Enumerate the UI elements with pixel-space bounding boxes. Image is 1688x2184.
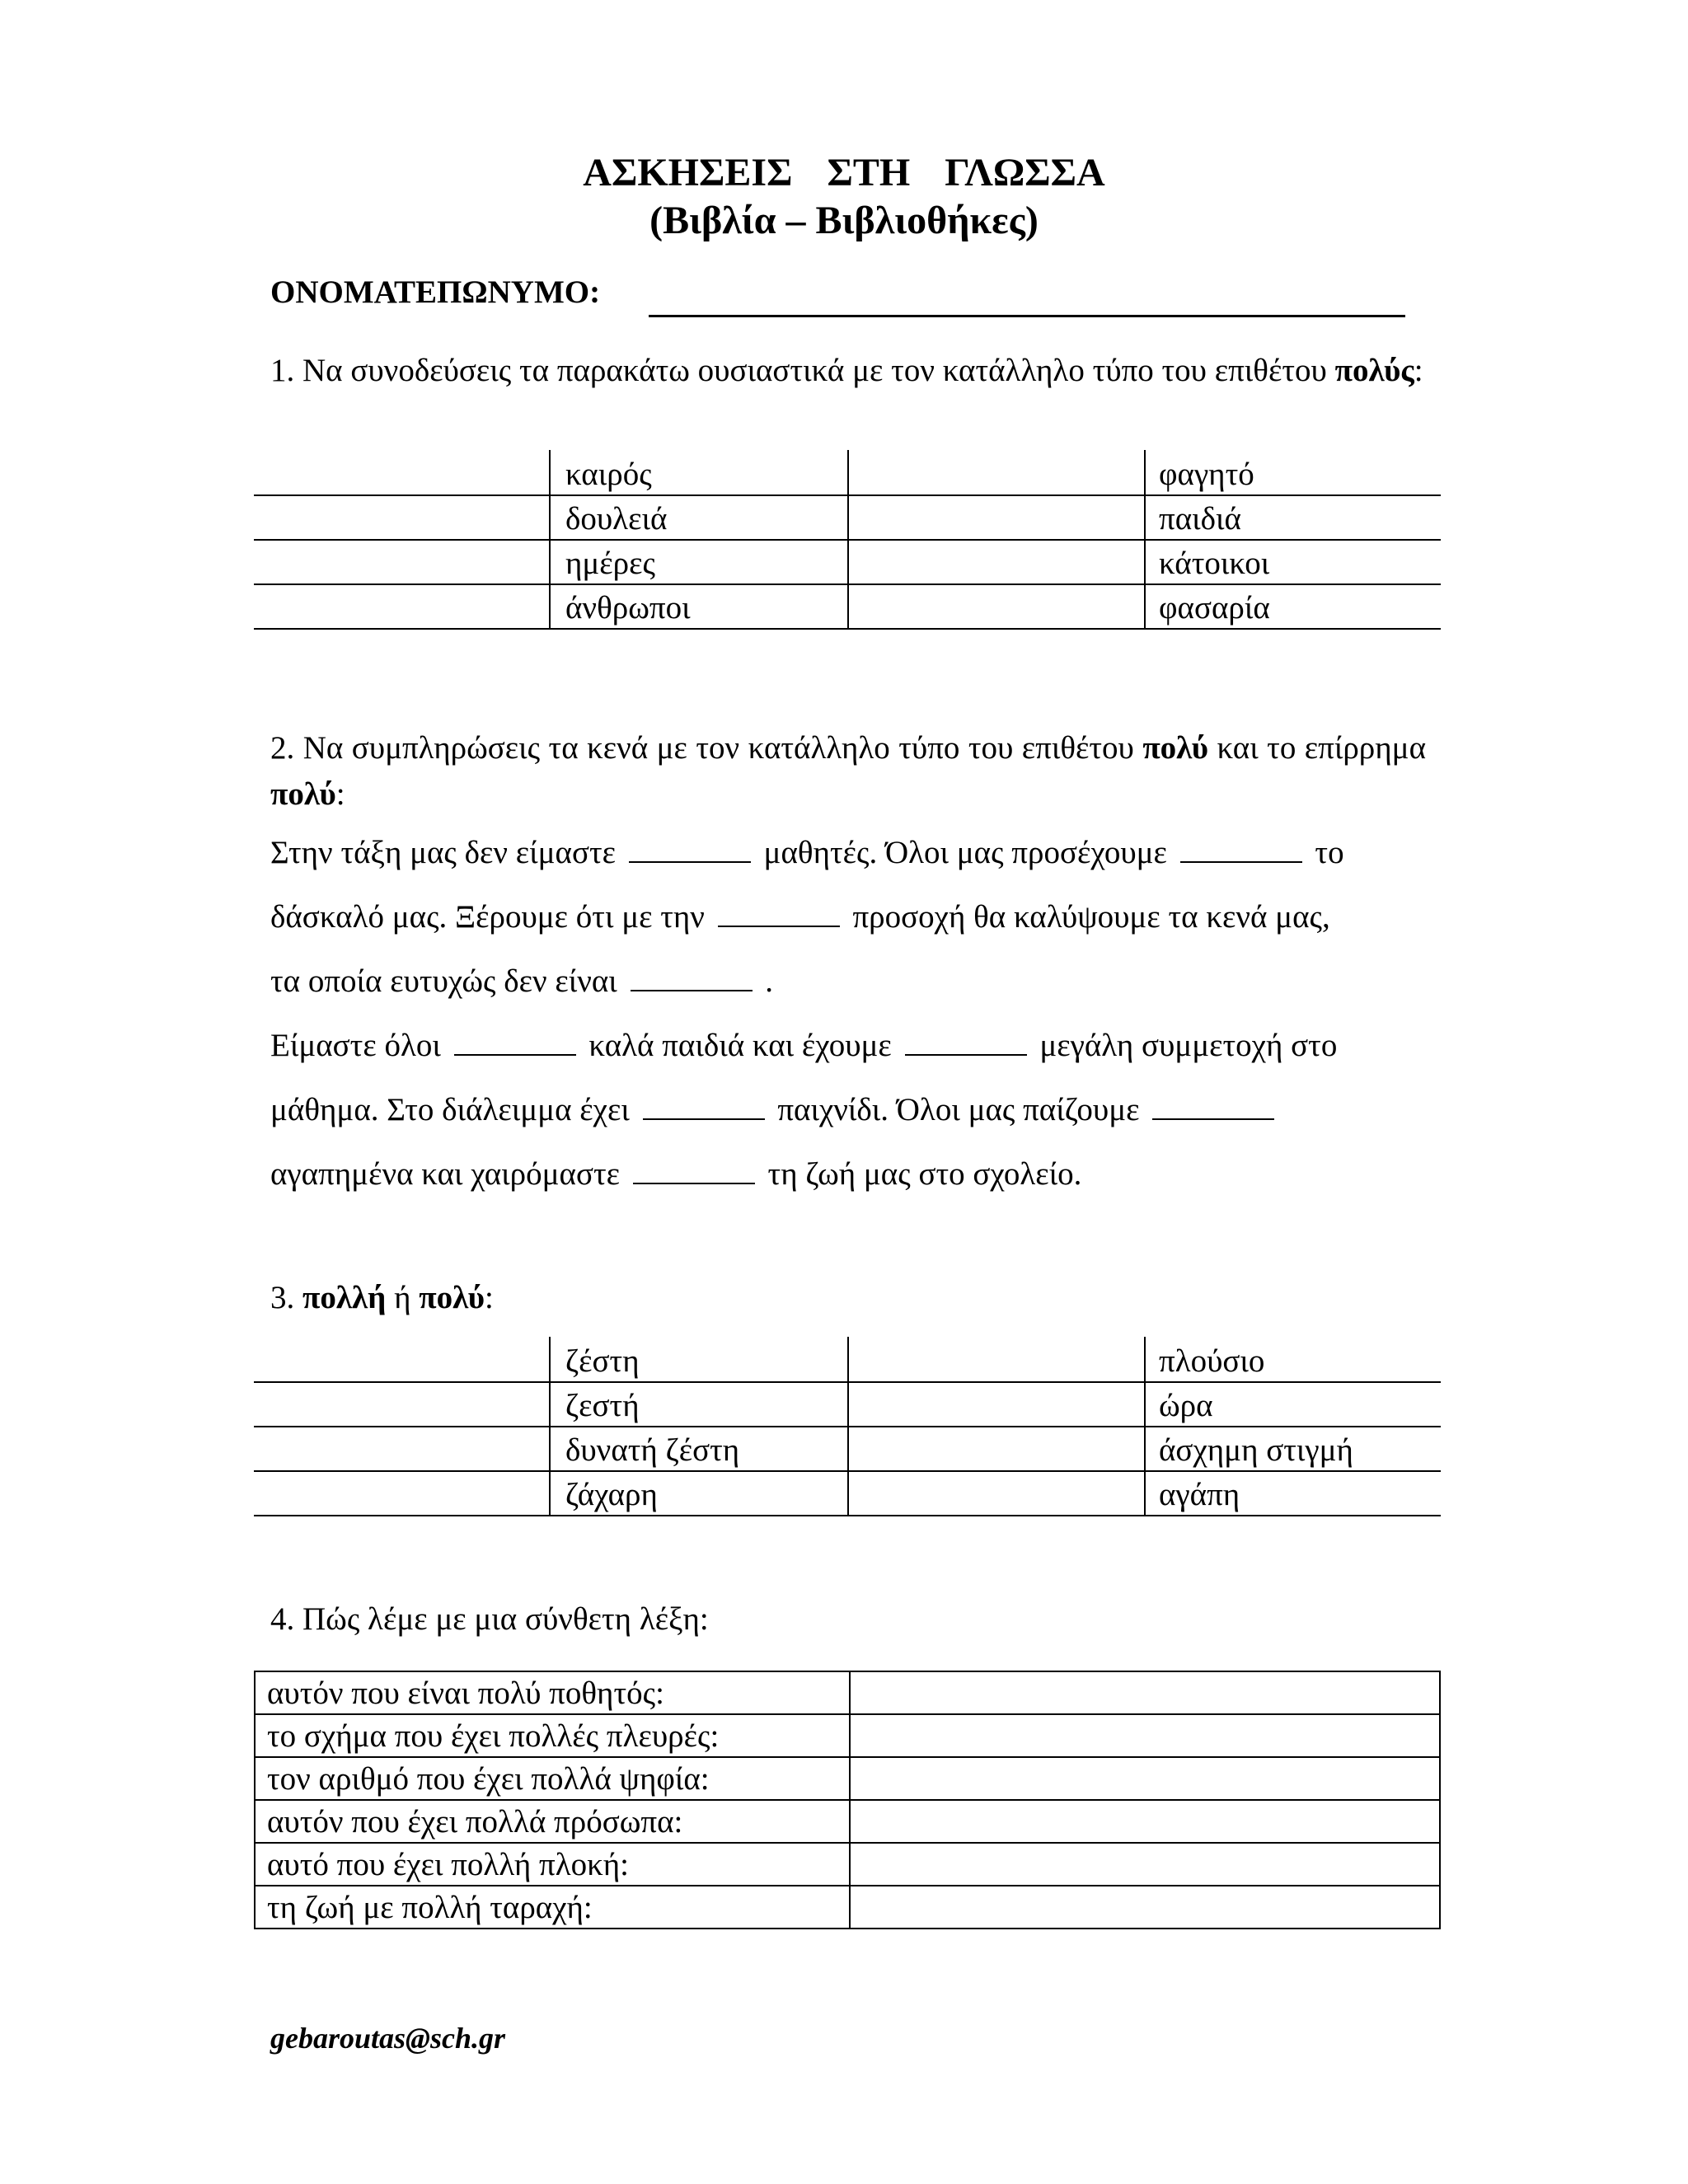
blank-field[interactable] — [629, 837, 751, 863]
grid-rule — [254, 1426, 1441, 1427]
table-row — [255, 1714, 1440, 1757]
table-row — [255, 1800, 1440, 1843]
exercise3-grid — [254, 1337, 1441, 1518]
word-cell: ζάχαρη — [565, 1477, 658, 1512]
name-field[interactable] — [649, 315, 1405, 317]
table-row — [255, 1843, 1440, 1886]
blank-field[interactable] — [905, 1029, 1027, 1056]
exercise4-prompt: 4. Πώς λέμε με μια σύνθετη λέξη: — [270, 1601, 709, 1637]
table-row — [255, 1757, 1440, 1800]
noun-cell: ημέρες — [565, 546, 655, 581]
fill-line: μάθημα. Στο διάλειμμα έχει παιχνίδι. Όλοι μας παίζουμε — [270, 1091, 1279, 1128]
exercise2-prompt: 2. Να συμπληρώσεις τα κενά με τον κατάλληλο τύπο του επιθέτου πολύ και το επίρρημα πολύ: — [270, 730, 1426, 812]
blank-field[interactable] — [633, 1158, 755, 1184]
noun-cell: άνθρωποι — [565, 590, 691, 626]
noun-cell: καιρός — [565, 457, 652, 492]
worksheet-subtitle: (Βιβλία – Βιβλιοθήκες) — [649, 199, 1039, 242]
fill-line: Είμαστε όλοι καλά παιδιά και έχουμε μεγάλη συμμετοχή στο — [270, 1028, 1338, 1063]
word-cell: αγάπη — [1159, 1477, 1240, 1512]
definition-cell: αυτόν που έχει πολλά πρόσωπα: — [255, 1800, 850, 1843]
word-cell: άσχημη στιγμή — [1159, 1432, 1353, 1468]
exercise1-prompt: 1. Να συνοδεύσεις τα παρακάτω ουσιαστικά με τον κατάλληλο τύπο του επιθέτου πολύς: — [270, 353, 1423, 388]
noun-cell: δουλειά — [565, 501, 668, 537]
answer-cell[interactable] — [850, 1800, 1440, 1843]
answer-cell[interactable] — [850, 1671, 1440, 1714]
word-cell: ζέστη — [565, 1343, 640, 1379]
definition-cell: τον αριθμό που έχει πολλά ψηφία: — [255, 1757, 850, 1800]
definition-cell: τη ζωή με πολλή ταραχή: — [255, 1886, 850, 1929]
compound-word-table — [254, 1671, 1441, 1929]
word-cell: πλούσιο — [1159, 1343, 1265, 1379]
noun-cell: παιδιά — [1159, 501, 1241, 537]
blank-field[interactable] — [1180, 837, 1302, 863]
blank-field[interactable] — [643, 1094, 765, 1120]
answer-cell[interactable] — [850, 1886, 1440, 1929]
definition-cell: αυτόν που είναι πολύ ποθητός: — [255, 1671, 850, 1714]
grid-rule — [254, 1515, 1441, 1516]
blank-field[interactable] — [631, 965, 753, 991]
answer-cell[interactable] — [850, 1757, 1440, 1800]
noun-cell: φαγητό — [1159, 457, 1254, 492]
table-row — [255, 1671, 1440, 1714]
word-cell: ζεστή — [565, 1388, 640, 1423]
blank-field[interactable] — [1152, 1094, 1274, 1120]
exercise1-grid — [254, 450, 1441, 631]
exercise3-prompt: 3. πολλή ή πολύ: — [270, 1280, 494, 1315]
fill-line: τα οποία ευτυχώς δεν είναι . — [270, 963, 774, 999]
noun-cell: φασαρία — [1159, 590, 1270, 626]
worksheet-title: ΑΣΚΗΣΕΙΣ ΣΤΗ ΓΛΩΣΣΑ — [583, 151, 1105, 194]
grid-rule — [254, 539, 1441, 541]
answer-cell[interactable] — [850, 1843, 1440, 1886]
fill-line: αγαπημένα και χαιρόμαστε τη ζωή μας στο σχολείο. — [270, 1156, 1082, 1192]
word-cell: δυνατή ζέστη — [565, 1432, 740, 1468]
fill-line: Στην τάξη μας δεν είμαστε μαθητές. Όλοι μας προσέχουμε το — [270, 835, 1344, 870]
name-label: ΟΝΟΜΑΤΕΠΩΝΥΜΟ: — [270, 274, 601, 310]
definition-cell: το σχήμα που έχει πολλές πλευρές: — [255, 1714, 850, 1757]
author-email: gebaroutas@sch.gr — [270, 2022, 505, 2055]
answer-cell[interactable] — [850, 1714, 1440, 1757]
blank-field[interactable] — [718, 901, 840, 927]
definition-cell: αυτό που έχει πολλή πλοκή: — [255, 1843, 850, 1886]
grid-rule — [254, 494, 1441, 496]
blank-field[interactable] — [454, 1029, 576, 1056]
table-row — [255, 1886, 1440, 1929]
noun-cell: κάτοικοι — [1159, 546, 1270, 581]
word-cell: ώρα — [1159, 1388, 1213, 1423]
fill-line: δάσκαλό μας. Ξέρουμε ότι με την προσοχή θα καλύψουμε τα κενά μας, — [270, 899, 1330, 935]
